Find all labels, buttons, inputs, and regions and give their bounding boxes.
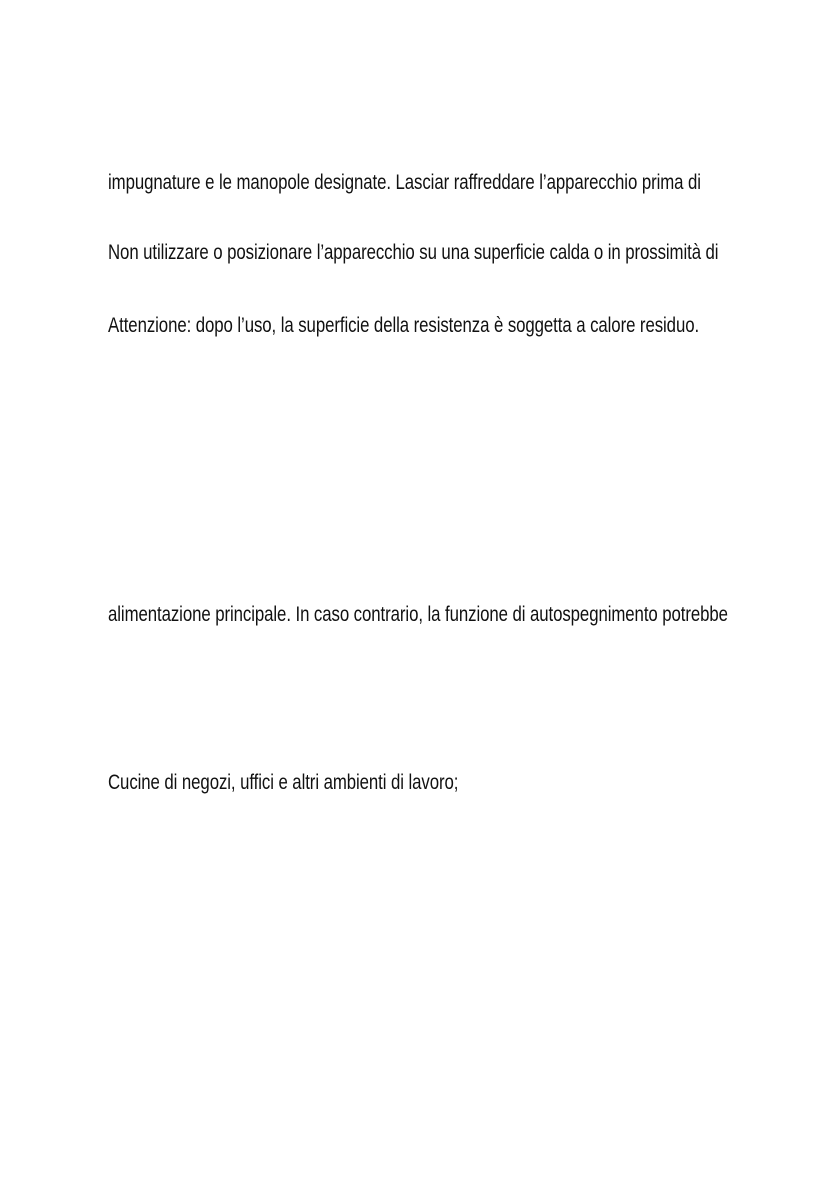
text-line-handles: impugnature e le manopole designate. Lasciar raffreddare l’apparecchio prima di [108,171,701,194]
text-line-workplace-kitchens: Cucine di negozi, uffici e altri ambienti di lavoro; [108,771,459,794]
text-line-hot-surface: Non utilizzare o posizionare l’apparecchio su una superficie calda o in prossimità di [108,241,719,264]
text-line-residual-heat: Attenzione: dopo l’uso, la superficie della resistenza è soggetta a calore residuo. [108,314,700,337]
text-line-auto-shutoff: alimentazione principale. In caso contrario, la funzione di autospegnimento potrebbe [108,603,728,626]
